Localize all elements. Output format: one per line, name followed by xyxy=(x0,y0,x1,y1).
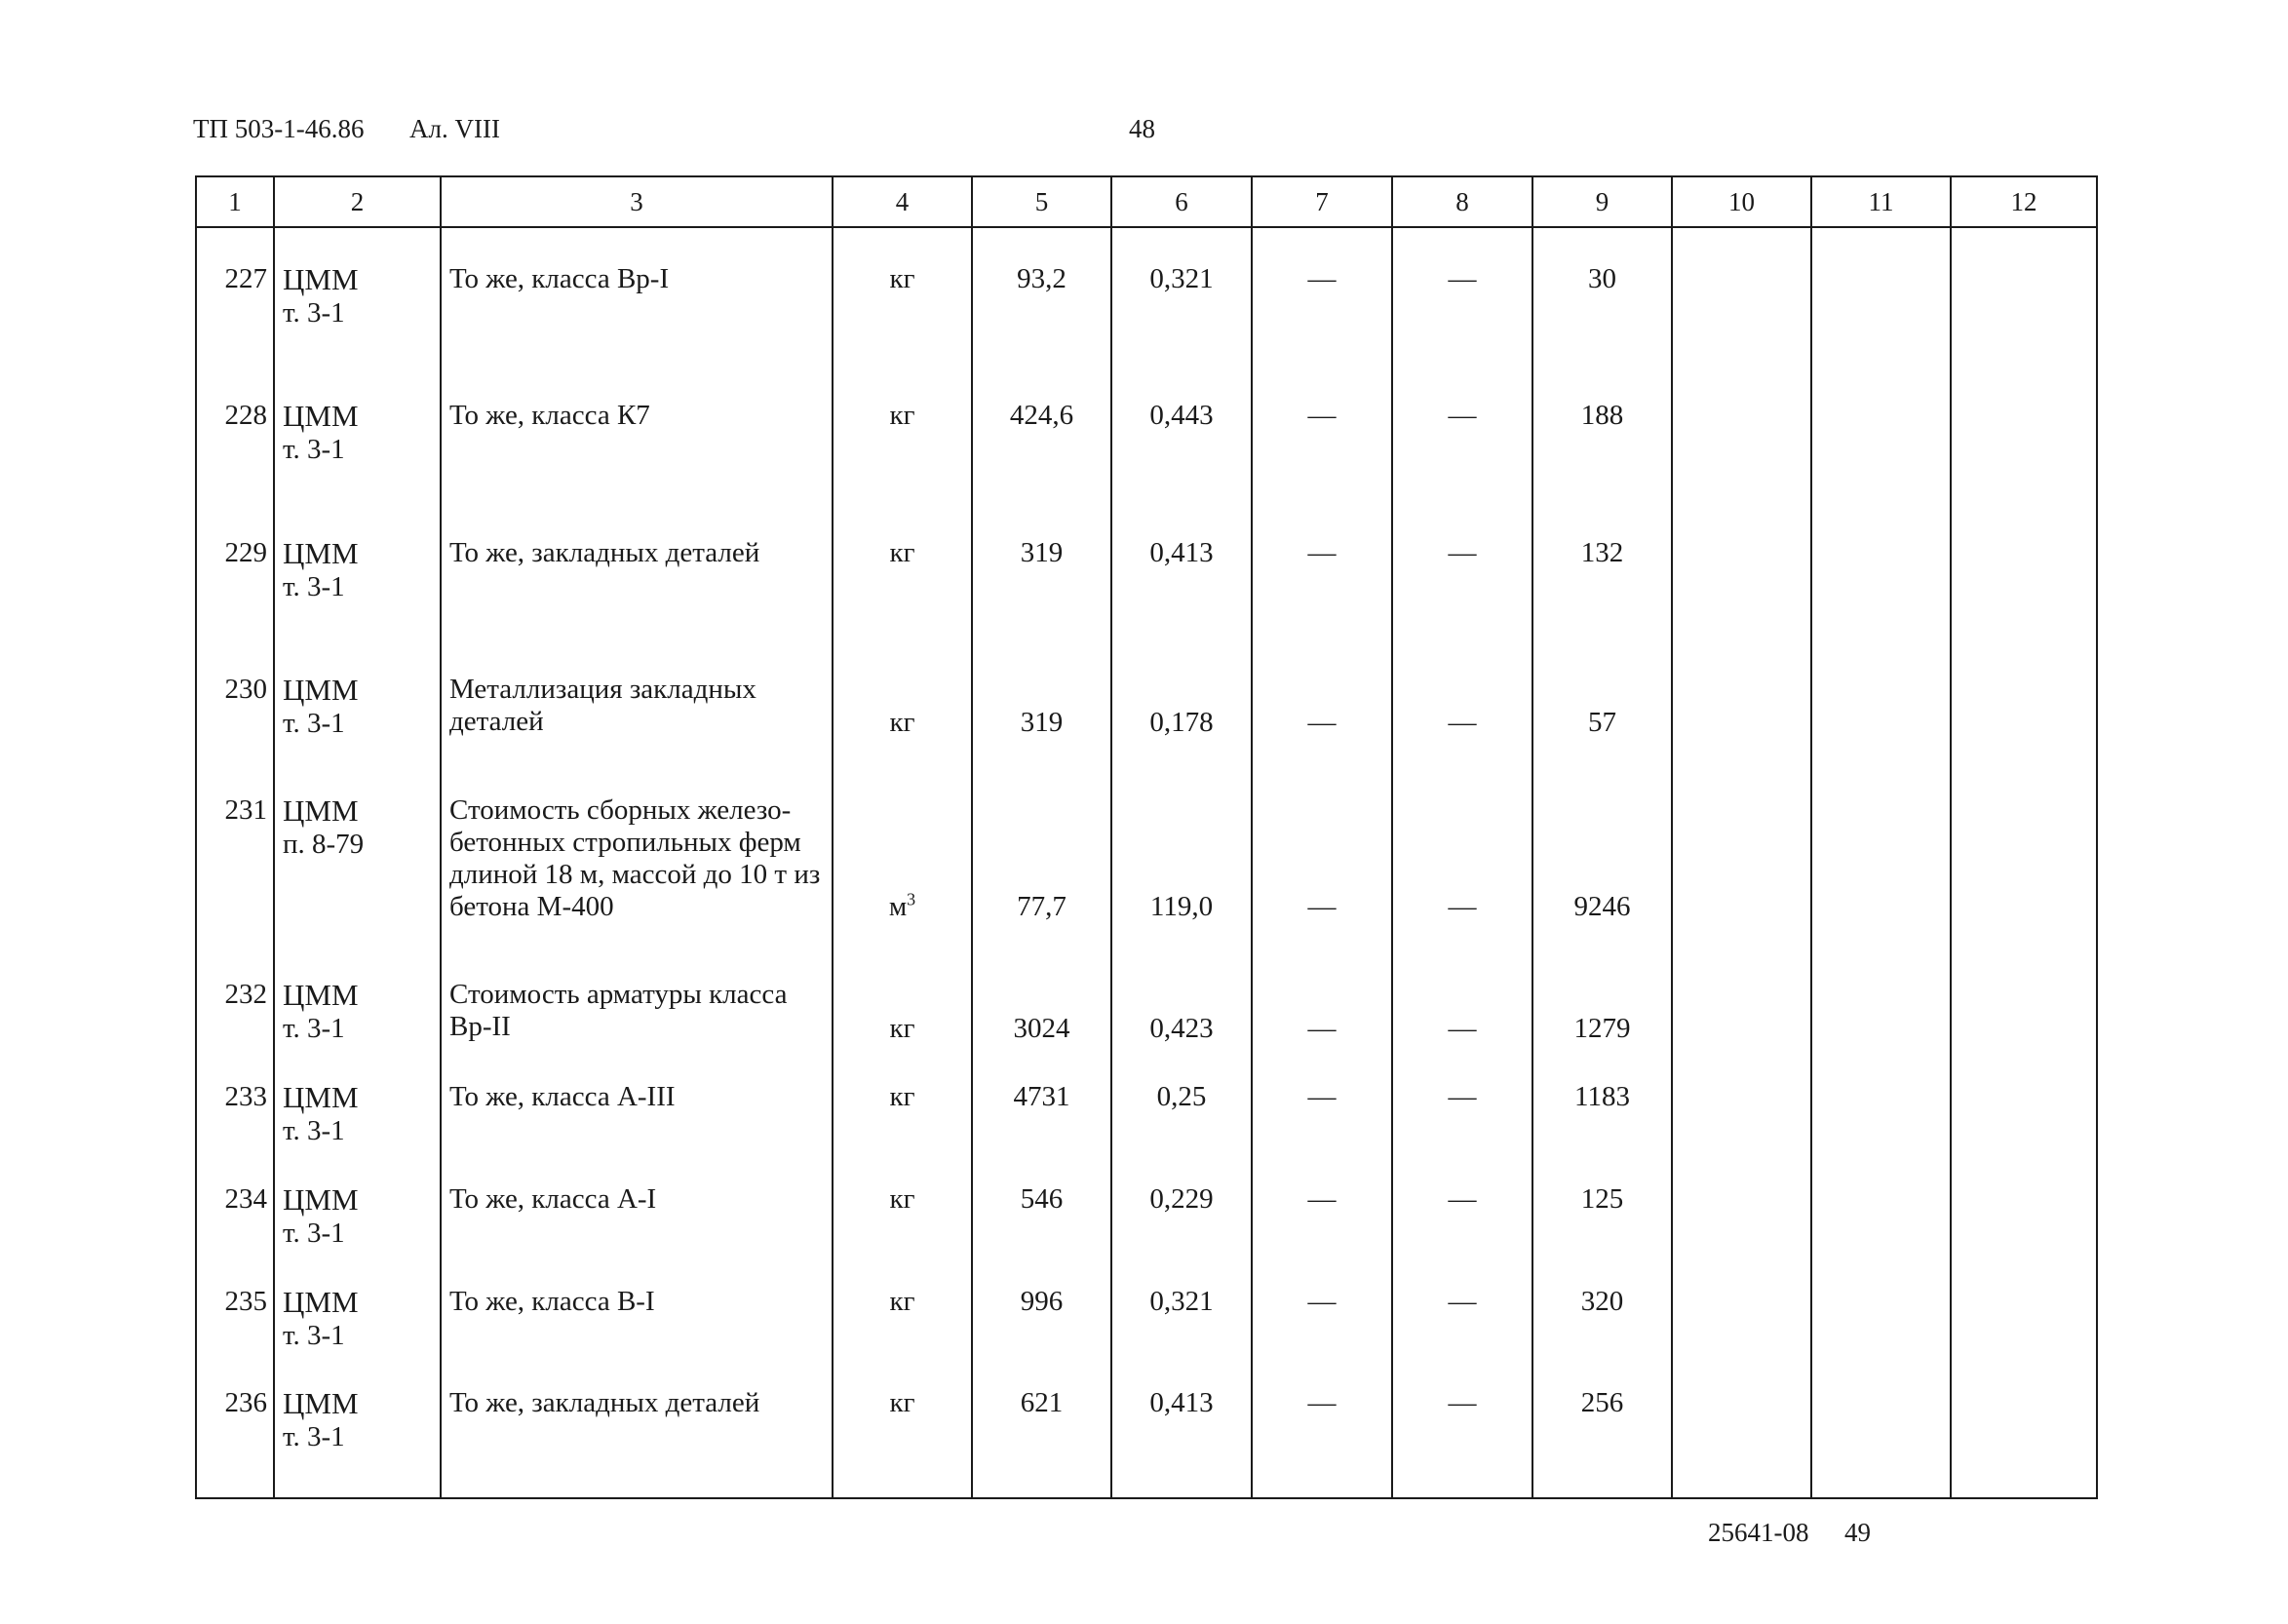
footer-code: 25641-08 xyxy=(1708,1518,1809,1547)
column-number-row xyxy=(196,176,2097,227)
unit-cell xyxy=(833,1266,972,1369)
reference-source: ЦММ xyxy=(283,398,359,433)
col7-value-cell xyxy=(1252,1368,1392,1498)
reference xyxy=(283,400,359,466)
reference-clause: т. 3-1 xyxy=(283,707,345,739)
total-cost: 320 xyxy=(1580,1285,1624,1317)
table-row xyxy=(196,775,2097,960)
footer-page-number: 49 xyxy=(1844,1518,1871,1547)
unit xyxy=(834,537,971,569)
column-header: 5 xyxy=(972,176,1111,227)
sheet-label: Ал. VIII xyxy=(409,114,500,143)
unit-price: 0,229 xyxy=(1149,1182,1214,1215)
unit-text: кг xyxy=(889,399,915,431)
reference-cell xyxy=(274,959,441,1062)
column-header: 4 xyxy=(833,176,972,227)
total-cost-cell xyxy=(1532,1062,1672,1164)
col10-cell xyxy=(1672,1062,1811,1164)
document-code: ТП 503-1-46.86 xyxy=(193,114,365,143)
quantity-cell xyxy=(972,1062,1111,1164)
col8-value-cell xyxy=(1392,1164,1532,1266)
col8-value-cell xyxy=(1392,227,1532,365)
row-number: 231 xyxy=(224,793,267,826)
quantity-cell xyxy=(972,1164,1111,1266)
unit-price: 0,443 xyxy=(1149,399,1214,431)
column-header: 7 xyxy=(1252,176,1392,227)
unit-price: 0,413 xyxy=(1149,1387,1214,1419)
unit-price: 119,0 xyxy=(1149,890,1214,922)
unit-text: м xyxy=(888,890,908,922)
row-number-cell xyxy=(196,638,274,775)
reference-source: ЦММ xyxy=(283,1386,359,1421)
unit-superscript: 3 xyxy=(907,889,916,909)
row-number-cell xyxy=(196,1164,274,1266)
row-number-cell xyxy=(196,959,274,1062)
col11-cell xyxy=(1811,1368,1951,1498)
col12-cell xyxy=(1951,775,2097,960)
reference-clause: т. 3-1 xyxy=(283,570,345,602)
unit-text: кг xyxy=(889,706,915,738)
reference xyxy=(283,979,359,1045)
table-row xyxy=(196,959,2097,1062)
unit xyxy=(834,1286,971,1318)
total-cost: 9246 xyxy=(1573,890,1631,922)
col7-value: — xyxy=(1307,1285,1337,1317)
col12-cell xyxy=(1951,365,2097,502)
row-number: 230 xyxy=(224,673,267,705)
col12-cell xyxy=(1951,1368,2097,1498)
unit-cell xyxy=(833,775,972,960)
column-header: 11 xyxy=(1811,176,1951,227)
total-cost: 125 xyxy=(1580,1182,1624,1215)
quantity: 319 xyxy=(1020,706,1064,738)
row-number: 228 xyxy=(224,399,267,431)
reference-clause: т. 3-1 xyxy=(283,1319,345,1351)
item-name-cell xyxy=(441,1062,833,1164)
column-header: 3 xyxy=(441,176,833,227)
unit-text: кг xyxy=(889,1285,915,1317)
unit-price: 0,25 xyxy=(1156,1081,1207,1113)
unit xyxy=(834,1013,971,1045)
total-cost-cell xyxy=(1532,227,1672,365)
reference-source: ЦММ xyxy=(283,1284,359,1319)
col11-cell xyxy=(1811,227,1951,365)
item-name-cell xyxy=(441,1266,833,1369)
quantity: 93,2 xyxy=(1017,263,1066,294)
col8-value-cell xyxy=(1392,638,1532,775)
row-number: 229 xyxy=(224,536,267,568)
reference-clause: т. 3-1 xyxy=(283,1115,345,1147)
table-row xyxy=(196,227,2097,365)
table-row xyxy=(196,1062,2097,1164)
item-name: То же, класса А-III xyxy=(449,1081,676,1113)
reference-cell xyxy=(274,638,441,775)
unit-text: кг xyxy=(889,1387,915,1419)
unit-cell xyxy=(833,1164,972,1266)
col8-value: — xyxy=(1448,536,1477,568)
reference-cell xyxy=(274,1368,441,1498)
unit-price: 0,321 xyxy=(1149,1285,1214,1317)
total-cost-cell xyxy=(1532,1368,1672,1498)
row-number: 235 xyxy=(224,1285,267,1317)
reference xyxy=(283,1081,359,1147)
table-row xyxy=(196,638,2097,775)
total-cost: 57 xyxy=(1588,706,1616,738)
column-header: 9 xyxy=(1532,176,1672,227)
col7-value: — xyxy=(1307,706,1337,738)
reference-cell xyxy=(274,502,441,638)
total-cost: 188 xyxy=(1580,399,1624,431)
unit-price-cell xyxy=(1111,365,1252,502)
column-header: 6 xyxy=(1111,176,1252,227)
quantity-cell xyxy=(972,1368,1111,1498)
unit-price: 0,321 xyxy=(1149,263,1214,294)
col8-value: — xyxy=(1448,1081,1477,1113)
col11-cell xyxy=(1811,502,1951,638)
unit-text: кг xyxy=(889,536,915,568)
unit-price-cell xyxy=(1111,1368,1252,1498)
unit-cell xyxy=(833,502,972,638)
row-number-cell xyxy=(196,1266,274,1369)
col8-value-cell xyxy=(1392,1266,1532,1369)
row-number-cell xyxy=(196,502,274,638)
unit xyxy=(834,1183,971,1216)
reference xyxy=(283,537,359,603)
total-cost-cell xyxy=(1532,502,1672,638)
reference xyxy=(283,1286,359,1352)
item-name: То же, закладных деталей xyxy=(449,536,760,568)
col10-cell xyxy=(1672,365,1811,502)
table-row xyxy=(196,1368,2097,1498)
col8-value: — xyxy=(1448,1387,1477,1419)
unit-cell xyxy=(833,1368,972,1498)
item-name: Стоимость арматуры класса Вр-II xyxy=(449,979,788,1043)
unit-price-cell xyxy=(1111,227,1252,365)
col12-cell xyxy=(1951,227,2097,365)
col8-value: — xyxy=(1448,399,1477,431)
reference-cell xyxy=(274,775,441,960)
item-name-cell xyxy=(441,1164,833,1266)
row-number-cell xyxy=(196,365,274,502)
unit-price-cell xyxy=(1111,775,1252,960)
col11-cell xyxy=(1811,638,1951,775)
col12-cell xyxy=(1951,638,2097,775)
column-header: 12 xyxy=(1951,176,2097,227)
reference-clause: т. 3-1 xyxy=(283,1217,345,1249)
row-number-cell xyxy=(196,1062,274,1164)
col7-value-cell xyxy=(1252,1062,1392,1164)
col12-cell xyxy=(1951,1266,2097,1369)
unit-price: 0,178 xyxy=(1149,706,1214,738)
unit-text: кг xyxy=(889,263,915,294)
total-cost-cell xyxy=(1532,638,1672,775)
quantity-cell xyxy=(972,227,1111,365)
col7-value: — xyxy=(1307,536,1337,568)
column-header: 10 xyxy=(1672,176,1811,227)
item-name: То же, закладных деталей xyxy=(449,1387,760,1419)
reference-cell xyxy=(274,227,441,365)
total-cost: 1279 xyxy=(1573,1013,1631,1045)
quantity: 546 xyxy=(1020,1182,1064,1215)
col10-cell xyxy=(1672,1368,1811,1498)
quantity-cell xyxy=(972,1266,1111,1369)
unit xyxy=(834,1081,971,1113)
col11-cell xyxy=(1811,959,1951,1062)
quantity: 319 xyxy=(1020,536,1064,568)
unit-price: 0,413 xyxy=(1149,536,1214,568)
row-number-cell xyxy=(196,775,274,960)
quantity-cell xyxy=(972,638,1111,775)
reference xyxy=(283,1183,359,1250)
item-name: То же, класса Вр-I xyxy=(449,263,670,294)
quantity: 424,6 xyxy=(1009,399,1074,431)
col8-value-cell xyxy=(1392,775,1532,960)
reference-cell xyxy=(274,1164,441,1266)
quantity-cell xyxy=(972,775,1111,960)
column-header: 2 xyxy=(274,176,441,227)
quantity-cell xyxy=(972,959,1111,1062)
col8-value-cell xyxy=(1392,959,1532,1062)
unit xyxy=(834,400,971,432)
reference-cell xyxy=(274,365,441,502)
col8-value: — xyxy=(1448,263,1477,294)
total-cost-cell xyxy=(1532,365,1672,502)
item-name: Стоимость сборных железо-бетонных стропильных ферм длиной 18 м, массой до 10 т из бетона М-400 xyxy=(449,793,821,922)
col11-cell xyxy=(1811,775,1951,960)
col7-value-cell xyxy=(1252,365,1392,502)
item-name-cell xyxy=(441,227,833,365)
col7-value-cell xyxy=(1252,1164,1392,1266)
col7-value: — xyxy=(1307,1182,1337,1215)
col8-value-cell xyxy=(1392,1368,1532,1498)
table-row xyxy=(196,1266,2097,1369)
row-number-cell xyxy=(196,227,274,365)
reference-clause: т. 3-1 xyxy=(283,297,345,329)
item-name-cell xyxy=(441,959,833,1062)
item-name: То же, класса В-I xyxy=(449,1285,655,1317)
col8-value-cell xyxy=(1392,365,1532,502)
reference-clause: т. 3-1 xyxy=(283,1421,345,1453)
col7-value-cell xyxy=(1252,959,1392,1062)
total-cost: 1183 xyxy=(1574,1081,1630,1113)
col10-cell xyxy=(1672,227,1811,365)
total-cost-cell xyxy=(1532,959,1672,1062)
row-number: 234 xyxy=(224,1182,267,1215)
total-cost-cell xyxy=(1532,1164,1672,1266)
total-cost: 30 xyxy=(1588,263,1616,294)
unit-text: кг xyxy=(889,1013,915,1045)
col8-value: — xyxy=(1448,1285,1477,1317)
unit-price-cell xyxy=(1111,502,1252,638)
reference xyxy=(283,1387,359,1453)
estimate-table xyxy=(195,175,2098,1499)
quantity: 996 xyxy=(1020,1285,1064,1317)
col11-cell xyxy=(1811,1164,1951,1266)
page-number: 48 xyxy=(1129,114,1155,143)
unit xyxy=(834,707,971,739)
reference-source: ЦММ xyxy=(283,978,359,1013)
reference-clause: т. 3-1 xyxy=(283,433,345,465)
quantity: 3024 xyxy=(1013,1013,1070,1045)
col10-cell xyxy=(1672,1164,1811,1266)
table-row xyxy=(196,502,2097,638)
col8-value: — xyxy=(1448,706,1477,738)
reference-source: ЦММ xyxy=(283,1080,359,1115)
column-header: 1 xyxy=(196,176,274,227)
column-header: 8 xyxy=(1392,176,1532,227)
total-cost-cell xyxy=(1532,775,1672,960)
unit-text: кг xyxy=(889,1182,915,1215)
unit-price-cell xyxy=(1111,1164,1252,1266)
col7-value: — xyxy=(1307,399,1337,431)
col11-cell xyxy=(1811,1062,1951,1164)
col12-cell xyxy=(1951,1062,2097,1164)
quantity-cell xyxy=(972,502,1111,638)
unit-price-cell xyxy=(1111,1062,1252,1164)
quantity-cell xyxy=(972,365,1111,502)
item-name: Металлизация закладных деталей xyxy=(449,673,756,737)
item-name-cell xyxy=(441,775,833,960)
quantity: 621 xyxy=(1020,1387,1064,1419)
row-number: 227 xyxy=(224,263,267,294)
reference-source: ЦММ xyxy=(283,535,359,570)
total-cost: 132 xyxy=(1580,536,1624,568)
unit xyxy=(834,891,971,923)
col11-cell xyxy=(1811,365,1951,502)
quantity: 77,7 xyxy=(1017,890,1066,922)
col10-cell xyxy=(1672,502,1811,638)
table-row xyxy=(196,365,2097,502)
col7-value-cell xyxy=(1252,638,1392,775)
col7-value: — xyxy=(1307,1387,1337,1419)
col10-cell xyxy=(1672,638,1811,775)
row-number-cell xyxy=(196,1368,274,1498)
reference-cell xyxy=(274,1062,441,1164)
unit-cell xyxy=(833,638,972,775)
reference xyxy=(283,263,359,329)
row-number: 232 xyxy=(224,979,267,1011)
col8-value: — xyxy=(1448,1013,1477,1045)
reference-source: ЦММ xyxy=(283,672,359,707)
total-cost-cell xyxy=(1532,1266,1672,1369)
row-number: 236 xyxy=(224,1387,267,1419)
unit-cell xyxy=(833,1062,972,1164)
item-name-cell xyxy=(441,365,833,502)
item-name: То же, класса К7 xyxy=(449,399,650,431)
col7-value-cell xyxy=(1252,775,1392,960)
col8-value-cell xyxy=(1392,1062,1532,1164)
item-name-cell xyxy=(441,638,833,775)
reference-clause: п. 8-79 xyxy=(283,828,365,860)
unit-price-cell xyxy=(1111,638,1252,775)
col7-value: — xyxy=(1307,263,1337,294)
unit-price: 0,423 xyxy=(1149,1013,1214,1045)
unit-price-cell xyxy=(1111,1266,1252,1369)
col7-value: — xyxy=(1307,890,1337,922)
unit-cell xyxy=(833,227,972,365)
col12-cell xyxy=(1951,502,2097,638)
col8-value-cell xyxy=(1392,502,1532,638)
unit-cell xyxy=(833,365,972,502)
quantity: 4731 xyxy=(1013,1081,1070,1113)
reference-clause: т. 3-1 xyxy=(283,1013,345,1045)
table-row xyxy=(196,1164,2097,1266)
col10-cell xyxy=(1672,959,1811,1062)
reference-cell xyxy=(274,1266,441,1369)
unit xyxy=(834,1387,971,1419)
col7-value-cell xyxy=(1252,1266,1392,1369)
unit-text: кг xyxy=(889,1081,915,1113)
col7-value-cell xyxy=(1252,502,1392,638)
col11-cell xyxy=(1811,1266,1951,1369)
reference-source: ЦММ xyxy=(283,1181,359,1217)
unit-price-cell xyxy=(1111,959,1252,1062)
col10-cell xyxy=(1672,1266,1811,1369)
col7-value: — xyxy=(1307,1081,1337,1113)
reference-source: ЦММ xyxy=(283,262,359,296)
item-name-cell xyxy=(441,1368,833,1498)
reference-source: ЦММ xyxy=(283,793,359,828)
col7-value-cell xyxy=(1252,227,1392,365)
reference xyxy=(283,794,364,861)
total-cost: 256 xyxy=(1580,1387,1624,1419)
unit-cell xyxy=(833,959,972,1062)
unit xyxy=(834,263,971,295)
item-name-cell xyxy=(441,502,833,638)
col12-cell xyxy=(1951,959,2097,1062)
col8-value: — xyxy=(1448,1182,1477,1215)
reference xyxy=(283,674,359,740)
col8-value: — xyxy=(1448,890,1477,922)
col7-value: — xyxy=(1307,1013,1337,1045)
col10-cell xyxy=(1672,775,1811,960)
col12-cell xyxy=(1951,1164,2097,1266)
item-name: То же, класса А-I xyxy=(449,1182,657,1215)
row-number: 233 xyxy=(224,1081,267,1113)
